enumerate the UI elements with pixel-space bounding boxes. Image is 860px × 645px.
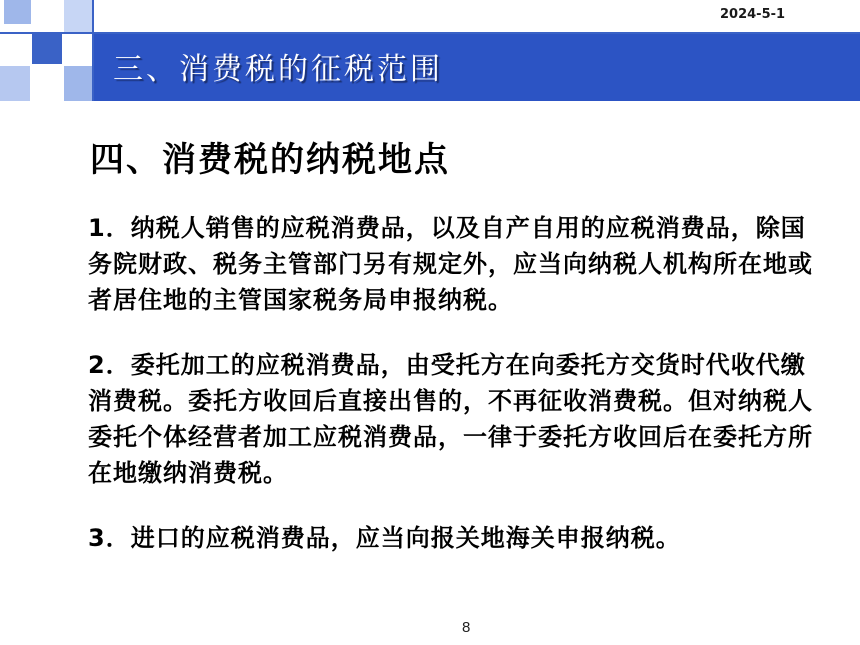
decorative-square: [64, 66, 93, 101]
slide-heading: 四、消费税的纳税地点: [90, 140, 450, 180]
paragraph-3: 3．进口的应税消费品，应当向报关地海关申报纳税。: [88, 524, 681, 552]
slide-date: 2024-5-1: [720, 7, 786, 22]
paragraph-1: 1．纳税人销售的应税消费品，以及自产自用的应税消费品，除国务院财政、税务主管部门另有规定外，应当向纳税人机构所在地或者居住地的主管国家税务局申报纳税。: [88, 214, 813, 314]
paragraph-2: 2．委托加工的应税消费品，由受托方在向委托方交货时代收代缴消费税。委托方收回后直接出售的，不再征收消费税。但对纳税人委托个体经营者加工应税消费品，一律于委托方收回后在委托方所在地缴纳消费税。: [88, 351, 813, 487]
decorative-square: [0, 66, 30, 101]
decorative-square: [4, 0, 31, 24]
decorative-square: [32, 34, 62, 64]
page-number: 8: [462, 619, 471, 636]
decorative-square: [64, 0, 93, 32]
section-title: 三、消费税的征税范围: [113, 52, 443, 87]
